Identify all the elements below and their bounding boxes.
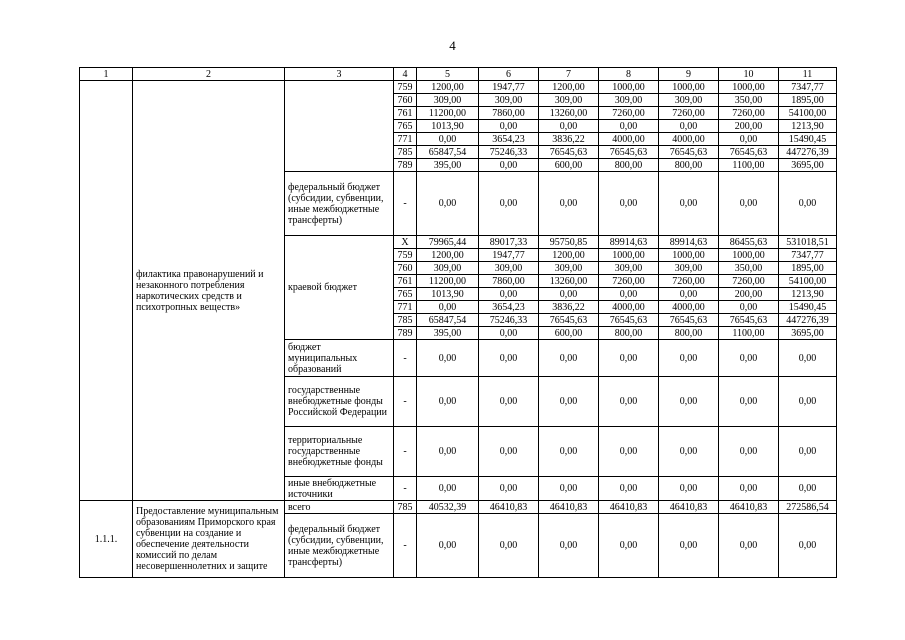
value-cell: 0,00	[479, 288, 539, 301]
value-cell: 0,00	[779, 377, 837, 427]
value-cell: 309,00	[539, 94, 599, 107]
value-cell: 395,00	[417, 327, 479, 340]
value-cell: 0,00	[599, 377, 659, 427]
value-cell: 0,00	[659, 340, 719, 377]
value-cell: 7260,00	[659, 107, 719, 120]
value-cell: 800,00	[659, 159, 719, 172]
value-cell: 4000,00	[659, 133, 719, 146]
value-cell: 309,00	[539, 262, 599, 275]
value-cell: 95750,85	[539, 236, 599, 249]
value-cell: 200,00	[719, 120, 779, 133]
value-cell: 7347,77	[779, 249, 837, 262]
budget-code-cell: 760	[394, 94, 417, 107]
budget-code-cell: 765	[394, 120, 417, 133]
value-cell: 3695,00	[779, 159, 837, 172]
column-header: 6	[479, 68, 539, 81]
funding-source-label: территориальные государственные внебюджетные фонды	[285, 427, 394, 477]
value-cell: 0,00	[539, 172, 599, 236]
value-cell: 1947,77	[479, 249, 539, 262]
value-cell: 350,00	[719, 94, 779, 107]
value-cell: 7347,77	[779, 81, 837, 94]
column-header: 3	[285, 68, 394, 81]
budget-code-cell: -	[394, 340, 417, 377]
value-cell: 0,00	[417, 477, 479, 501]
value-cell: 0,00	[417, 340, 479, 377]
budget-code-cell: 771	[394, 133, 417, 146]
budget-table	[79, 67, 837, 578]
value-cell: 0,00	[659, 514, 719, 578]
column-header: 9	[659, 68, 719, 81]
budget-code-cell: 765	[394, 288, 417, 301]
value-cell: 3695,00	[779, 327, 837, 340]
value-cell: 1895,00	[779, 262, 837, 275]
value-cell: 350,00	[719, 262, 779, 275]
value-cell: 86455,63	[719, 236, 779, 249]
value-cell: 0,00	[599, 514, 659, 578]
table-row	[80, 501, 837, 514]
budget-code-cell: 771	[394, 301, 417, 314]
column-header: 11	[779, 68, 837, 81]
source-cell	[285, 81, 394, 172]
funding-source-label: всего	[285, 501, 394, 514]
value-cell: 15490,45	[779, 133, 837, 146]
value-cell: 1000,00	[599, 249, 659, 262]
value-cell: 7260,00	[719, 107, 779, 120]
value-cell: 309,00	[599, 262, 659, 275]
value-cell: 1000,00	[659, 249, 719, 262]
value-cell: 7260,00	[719, 275, 779, 288]
page-number: 4	[449, 38, 456, 53]
value-cell: 13260,00	[539, 107, 599, 120]
value-cell: 79965,44	[417, 236, 479, 249]
value-cell: 0,00	[539, 288, 599, 301]
value-cell: 46410,83	[659, 501, 719, 514]
value-cell: 1000,00	[719, 249, 779, 262]
value-cell: 11200,00	[417, 275, 479, 288]
budget-code-cell: -	[394, 172, 417, 236]
value-cell: 0,00	[599, 120, 659, 133]
value-cell: 89017,33	[479, 236, 539, 249]
value-cell: 309,00	[659, 94, 719, 107]
value-cell: 75246,33	[479, 146, 539, 159]
value-cell: 1200,00	[417, 81, 479, 94]
value-cell: 1000,00	[659, 81, 719, 94]
column-header: 2	[133, 68, 285, 81]
value-cell: 1000,00	[719, 81, 779, 94]
budget-code-cell: 760	[394, 262, 417, 275]
value-cell: 1100,00	[719, 327, 779, 340]
value-cell: 54100,00	[779, 275, 837, 288]
value-cell: 76545,63	[599, 146, 659, 159]
value-cell: 76545,63	[539, 314, 599, 327]
value-cell: 800,00	[599, 327, 659, 340]
value-cell: 0,00	[719, 427, 779, 477]
value-cell: 0,00	[719, 514, 779, 578]
value-cell: 1200,00	[539, 81, 599, 94]
value-cell: 0,00	[417, 427, 479, 477]
value-cell: 0,00	[479, 377, 539, 427]
value-cell: 1013,90	[417, 120, 479, 133]
value-cell: 0,00	[599, 340, 659, 377]
value-cell: 1013,90	[417, 288, 479, 301]
budget-code-cell: -	[394, 514, 417, 578]
value-cell: 447276,39	[779, 314, 837, 327]
value-cell: 76545,63	[599, 314, 659, 327]
value-cell: 40532,39	[417, 501, 479, 514]
value-cell: 76545,63	[719, 314, 779, 327]
value-cell: 309,00	[659, 262, 719, 275]
value-cell: 7260,00	[599, 275, 659, 288]
value-cell: 1213,90	[779, 120, 837, 133]
value-cell: 0,00	[779, 340, 837, 377]
value-cell: 309,00	[417, 262, 479, 275]
value-cell: 1213,90	[779, 288, 837, 301]
value-cell: 0,00	[599, 172, 659, 236]
value-cell: 0,00	[779, 427, 837, 477]
row-number-cell	[80, 81, 133, 501]
value-cell: 0,00	[479, 340, 539, 377]
budget-code-cell: Х	[394, 236, 417, 249]
value-cell: 0,00	[779, 514, 837, 578]
value-cell: 0,00	[779, 172, 837, 236]
budget-code-cell: 785	[394, 146, 417, 159]
value-cell: 0,00	[417, 133, 479, 146]
value-cell: 46410,83	[599, 501, 659, 514]
budget-code-cell: 761	[394, 275, 417, 288]
value-cell: 4000,00	[599, 133, 659, 146]
value-cell: 0,00	[539, 477, 599, 501]
value-cell: 75246,33	[479, 314, 539, 327]
value-cell: 0,00	[719, 340, 779, 377]
value-cell: 65847,54	[417, 146, 479, 159]
value-cell: 46410,83	[479, 501, 539, 514]
value-cell: 0,00	[417, 172, 479, 236]
column-header: 5	[417, 68, 479, 81]
value-cell: 0,00	[599, 477, 659, 501]
value-cell: 0,00	[779, 477, 837, 501]
funding-source-label: краевой бюджет	[285, 236, 394, 340]
value-cell: 800,00	[599, 159, 659, 172]
value-cell: 46410,83	[719, 501, 779, 514]
value-cell: 0,00	[659, 377, 719, 427]
value-cell: 76545,63	[659, 146, 719, 159]
value-cell: 13260,00	[539, 275, 599, 288]
value-cell: 7860,00	[479, 275, 539, 288]
column-header: 10	[719, 68, 779, 81]
table-row	[80, 81, 837, 94]
value-cell: 15490,45	[779, 301, 837, 314]
funding-source-label: федеральный бюджет (субсидии, субвенции, иные межбюджетные трансферты)	[285, 514, 394, 578]
column-header: 8	[599, 68, 659, 81]
column-header: 7	[539, 68, 599, 81]
value-cell: 531018,51	[779, 236, 837, 249]
value-cell: 3654,23	[479, 133, 539, 146]
value-cell: 0,00	[417, 514, 479, 578]
funding-source-label: иные внебюджетные источники	[285, 477, 394, 501]
value-cell: 89914,63	[599, 236, 659, 249]
value-cell: 0,00	[417, 377, 479, 427]
funding-source-label: государственные внебюджетные фонды Российской Федерации	[285, 377, 394, 427]
value-cell: 0,00	[539, 427, 599, 477]
value-cell: 0,00	[599, 427, 659, 477]
column-header: 4	[394, 68, 417, 81]
value-cell: 0,00	[479, 514, 539, 578]
value-cell: 0,00	[719, 172, 779, 236]
value-cell: 0,00	[719, 477, 779, 501]
value-cell: 309,00	[479, 262, 539, 275]
value-cell: 0,00	[659, 288, 719, 301]
value-cell: 54100,00	[779, 107, 837, 120]
value-cell: 3836,22	[539, 133, 599, 146]
value-cell: 7260,00	[659, 275, 719, 288]
value-cell: 0,00	[539, 377, 599, 427]
value-cell: 0,00	[659, 172, 719, 236]
value-cell: 3836,22	[539, 301, 599, 314]
column-header: 1	[80, 68, 133, 81]
value-cell: 7260,00	[599, 107, 659, 120]
value-cell: 46410,83	[539, 501, 599, 514]
value-cell: 4000,00	[659, 301, 719, 314]
funding-source-label: бюджет муниципальных образований	[285, 340, 394, 377]
value-cell: 0,00	[719, 377, 779, 427]
value-cell: 600,00	[539, 159, 599, 172]
table-row	[80, 68, 837, 81]
budget-code-cell: 759	[394, 81, 417, 94]
value-cell: 0,00	[479, 477, 539, 501]
value-cell: 0,00	[599, 288, 659, 301]
budget-code-cell: 761	[394, 107, 417, 120]
budget-code-cell: 785	[394, 501, 417, 514]
value-cell: 272586,54	[779, 501, 837, 514]
budget-code-cell: 789	[394, 327, 417, 340]
value-cell: 0,00	[719, 301, 779, 314]
value-cell: 11200,00	[417, 107, 479, 120]
value-cell: 1200,00	[539, 249, 599, 262]
value-cell: 309,00	[479, 94, 539, 107]
value-cell: 800,00	[659, 327, 719, 340]
value-cell: 4000,00	[599, 301, 659, 314]
value-cell: 0,00	[659, 427, 719, 477]
value-cell: 447276,39	[779, 146, 837, 159]
value-cell: 76545,63	[659, 314, 719, 327]
value-cell: 76545,63	[719, 146, 779, 159]
value-cell: 1947,77	[479, 81, 539, 94]
value-cell: 89914,63	[659, 236, 719, 249]
value-cell: 65847,54	[417, 314, 479, 327]
funding-source-label: федеральный бюджет (субсидии, субвенции, иные межбюджетные трансферты)	[285, 172, 394, 236]
value-cell: 3654,23	[479, 301, 539, 314]
value-cell: 0,00	[539, 340, 599, 377]
value-cell: 309,00	[417, 94, 479, 107]
measure-description: Предоставление муниципальным образованиям Приморского края субвенции на создание и обеспечение деятельности комиссий по делам несовершеннолетних и защите	[133, 501, 285, 578]
budget-code-cell: 759	[394, 249, 417, 262]
budget-code-cell: -	[394, 377, 417, 427]
value-cell: 0,00	[539, 120, 599, 133]
value-cell: 1895,00	[779, 94, 837, 107]
value-cell: 0,00	[479, 159, 539, 172]
budget-code-cell: -	[394, 477, 417, 501]
budget-code-cell: -	[394, 427, 417, 477]
measure-description: филактика правонарушений и незаконного потребления наркотических средств и психотропных веществ»	[133, 81, 285, 501]
value-cell: 200,00	[719, 288, 779, 301]
value-cell: 0,00	[479, 120, 539, 133]
value-cell: 0,00	[539, 514, 599, 578]
value-cell: 0,00	[479, 427, 539, 477]
value-cell: 0,00	[479, 172, 539, 236]
value-cell: 0,00	[479, 327, 539, 340]
value-cell: 1000,00	[599, 81, 659, 94]
value-cell: 309,00	[599, 94, 659, 107]
budget-code-cell: 789	[394, 159, 417, 172]
row-number-cell: 1.1.1.	[80, 501, 133, 578]
value-cell: 600,00	[539, 327, 599, 340]
value-cell: 0,00	[719, 133, 779, 146]
value-cell: 76545,63	[539, 146, 599, 159]
budget-code-cell: 785	[394, 314, 417, 327]
value-cell: 7860,00	[479, 107, 539, 120]
value-cell: 0,00	[659, 120, 719, 133]
value-cell: 0,00	[659, 477, 719, 501]
value-cell: 1100,00	[719, 159, 779, 172]
value-cell: 395,00	[417, 159, 479, 172]
value-cell: 0,00	[417, 301, 479, 314]
value-cell: 1200,00	[417, 249, 479, 262]
